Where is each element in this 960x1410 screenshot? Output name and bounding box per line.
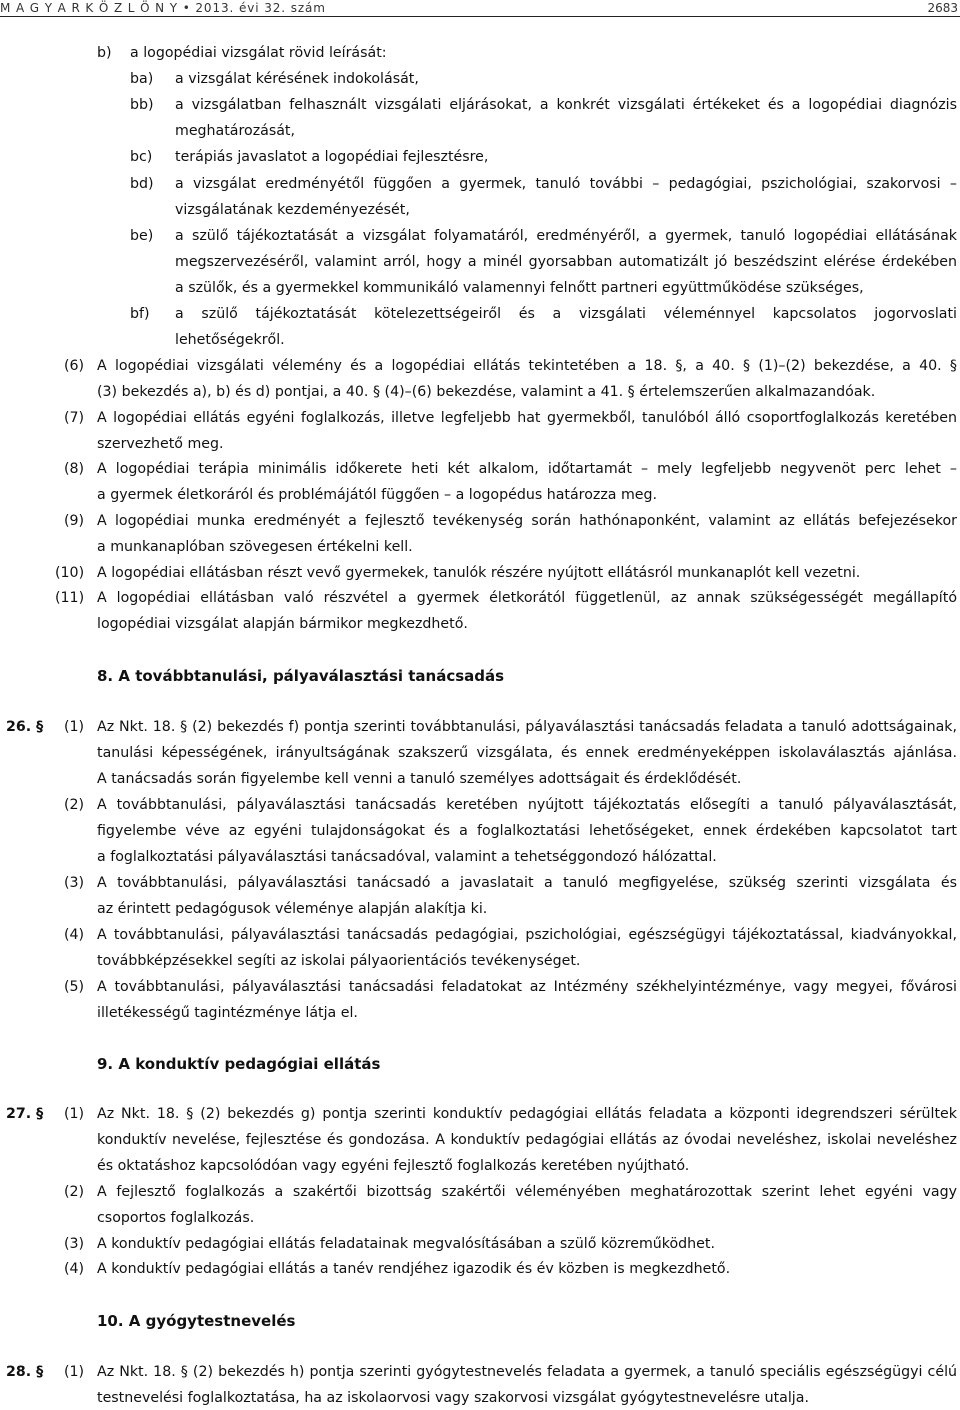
subitem-text: vizsgálatának kezdeményezését, [175,202,410,218]
paragraph-text: Az Nkt. 18. § (2) bekezdés g) pontja szerinti konduktív pedagógiai ellátás feladata a központi idegrendszeri sérültek [97,1106,957,1122]
subitem-label: ba) [130,71,154,87]
paragraph-number: (1) [64,1106,85,1122]
page-header [0,0,960,17]
subitem-text: terápiás javaslatot a logopédiai fejlesztésre, [175,149,489,165]
paragraph-text: figyelembe véve az egyéni tulajdonságokat és a foglalkoztatási lehetőségeket, ennek érdekében kapcsolatot tart [97,823,957,839]
item-text: a logopédiai vizsgálat rövid leírását: [130,45,387,61]
paragraph-text: testnevelési foglalkoztatása, ha az iskolaorvosi vagy szakorvosi vizsgálat gyógytestnevelésre utalja. [97,1390,809,1406]
page-number: 2683 [927,1,958,15]
subitem-text: a vizsgálatban felhasznált vizsgálati eljárásokat, a konkrét vizsgálati értékeket és a logopédiai diagnózis [175,97,957,113]
paragraph-number: (3) [64,1236,85,1252]
subitem-label: bc) [130,149,153,165]
paragraph-number: (8) [64,461,85,477]
paragraph-number: (7) [64,410,85,426]
subitem-text: a vizsgálat kérésének indokolását, [175,71,419,87]
paragraph-text: Az Nkt. 18. § (2) bekezdés h) pontja szerinti gyógytestnevelés feladata a gyermek, a tanuló speciális egészségügyi célú [97,1364,957,1380]
paragraph-number: (9) [64,513,85,529]
paragraph-text: A konduktív pedagógiai ellátás a tanév rendjéhez igazodik és év közben is megkezdhető. [97,1261,731,1277]
paragraph-text: A logopédiai munka eredményét a fejlesztő tevékenység során hathónaponként, valamint az ellátás befejezésekor [97,513,957,529]
paragraph-number: (10) [55,565,85,581]
paragraph-text: A logopédiai vizsgálati vélemény és a logopédiai ellátás tekintetében a 18. §, a 40. § (1)–(2) bekezdése, a 40. § [97,358,957,374]
paragraph-number: (1) [64,719,85,735]
section-paragraph-number: 27. § [6,1106,44,1122]
paragraph-number: (3) [64,875,85,891]
header-divider [0,16,960,17]
paragraph-text: tanulási képességének, irányultságának szakszerű vizsgálata, és ennek eredményeképpen iskolaválasztás ajánlása. [97,745,957,761]
subitem-text: meghatározását, [175,123,295,139]
subitem-label: be) [130,228,154,244]
subitem-label: bf) [130,306,150,322]
paragraph-number: (4) [64,1261,85,1277]
paragraph-text: (3) bekezdés a), b) és d) pontjai, a 40. § (4)–(6) bekezdése, valamint a 41. § értelemszerűen alkalmazandóak. [97,384,876,400]
journal-title: M A G Y A R K Ö Z L Ö N Y • 2013. évi 32. szám [0,1,326,15]
paragraph-text: logopédiai vizsgálat alapján bármikor megkezdhető. [97,616,468,632]
paragraph-number: (2) [64,1184,85,1200]
paragraph-text: a foglalkoztatási pályaválasztási tanácsadóval, valamint a tehetséggondozó hálózattal. [97,849,717,865]
paragraph-text: továbbképzésekkel segíti az iskolai pályaorientációs tevékenységet. [97,953,581,969]
subitem-text: a vizsgálat eredményétől függően a gyermek, tanuló további – pedagógiai, pszichológiai, szakorvosi – [175,176,957,192]
paragraph-text: csoportos foglalkozás. [97,1210,255,1226]
section-paragraph-number: 28. § [6,1364,44,1380]
subitem-label: bb) [130,97,154,113]
paragraph-text: Az Nkt. 18. § (2) bekezdés f) pontja szerinti továbbtanulási, pályaválasztási tanácsadás feladata a tanuló adottságainak, [97,719,957,735]
paragraph-text: illetékességű tagintézménye látja el. [97,1005,358,1021]
paragraph-text: A logopédiai ellátás egyéni foglalkozás, illetve legfeljebb hat gyermekből, tanulóból álló csoportfoglalkozás keretében [97,410,957,426]
subitem-label: bd) [130,176,154,192]
section-heading: 8. A továbbtanulási, pályaválasztási tanácsadás [97,667,505,685]
subitem-text: a szülők, és a gyermekkel kommunikáló valamennyi felnőtt partneri együttműködése szükséges, [175,280,864,296]
section-heading: 9. A konduktív pedagógiai ellátás [97,1055,381,1073]
paragraph-number: (6) [64,358,85,374]
paragraph-text: A konduktív pedagógiai ellátás feladatainak megvalósításában a szülő közreműködhet. [97,1236,715,1252]
paragraph-text: A tanácsadás során figyelembe kell venni a tanuló személyes adottságait és érdeklődését. [97,771,742,787]
paragraph-number: (1) [64,1364,85,1380]
paragraph-text: A logopédiai ellátásban részt vevő gyermekek, tanulók részére nyújtott ellátásról munkanaplót kell vezetni. [97,565,861,581]
paragraph-text: A fejlesztő foglalkozás a szakértői bizottság szakértői véleményében meghatározottak szerint lehet egyéni vagy [97,1184,957,1200]
paragraph-text: és oktatáshoz kapcsolódóan vagy egyéni fejlesztő foglalkozás keretében nyújtható. [97,1158,690,1174]
paragraph-text: A logopédiai terápia minimális időkerete heti két alkalom, időtartamát – mely legfeljebb negyvenöt perc lehet – [97,461,957,477]
paragraph-text: a munkanaplóban szövegesen értékelni kell. [97,539,413,555]
paragraph-text: A továbbtanulási, pályaválasztási tanácsadó a javaslatait a tanuló megfigyelése, szükség szerinti vizsgálata és [97,875,957,891]
paragraph-number: (5) [64,979,85,995]
paragraph-text: A továbbtanulási, pályaválasztási tanácsadás keretében nyújtott tájékoztatás elősegíti a tanuló pályaválasztását, [97,797,957,813]
subitem-text: lehetőségekről. [175,332,285,348]
paragraph-text: A továbbtanulási, pályaválasztási tanácsadási feladatokat az Intézmény székhelyintézménye, vagy megyei, fővárosi [97,979,957,995]
subitem-text: a szülő tájékoztatását kötelezettségeiről és a vizsgálati véleménnyel kapcsolatos jogorvoslati [175,306,957,322]
paragraph-number: (11) [55,590,85,606]
paragraph-text: szervezhető meg. [97,436,224,452]
paragraph-text: az érintett pedagógusok véleménye alapján alakítja ki. [97,901,488,917]
paragraph-number: (4) [64,927,85,943]
item-label: b) [97,45,112,61]
section-paragraph-number: 26. § [6,719,44,735]
paragraph-text: a gyermek életkoráról és problémájától függően – a logopédus határozza meg. [97,487,658,503]
paragraph-number: (2) [64,797,85,813]
paragraph-text: A továbbtanulási, pályaválasztási tanácsadás pedagógiai, pszichológiai, egészségügyi tájékoztatással, kiadványokkal, [97,927,957,943]
subitem-text: a szülő tájékoztatását a vizsgálat folyamatáról, eredményéről, a gyermek, tanuló logopédiai ellátásának [175,228,957,244]
paragraph-text: A logopédiai ellátásban való részvétel a gyermek életkorától függetlenül, az annak szükségességét megállapító [97,590,957,606]
subitem-text: megszervezéséről, valamint arról, hogy a minél gyorsabban automatizált jó beszédszint elérése érdekében [175,254,957,270]
section-heading: 10. A gyógytestnevelés [97,1312,296,1330]
paragraph-text: konduktív nevelése, fejlesztése és gondozása. A konduktív pedagógiai ellátás az óvodai neveléshez, iskolai neveléshez [97,1132,957,1148]
